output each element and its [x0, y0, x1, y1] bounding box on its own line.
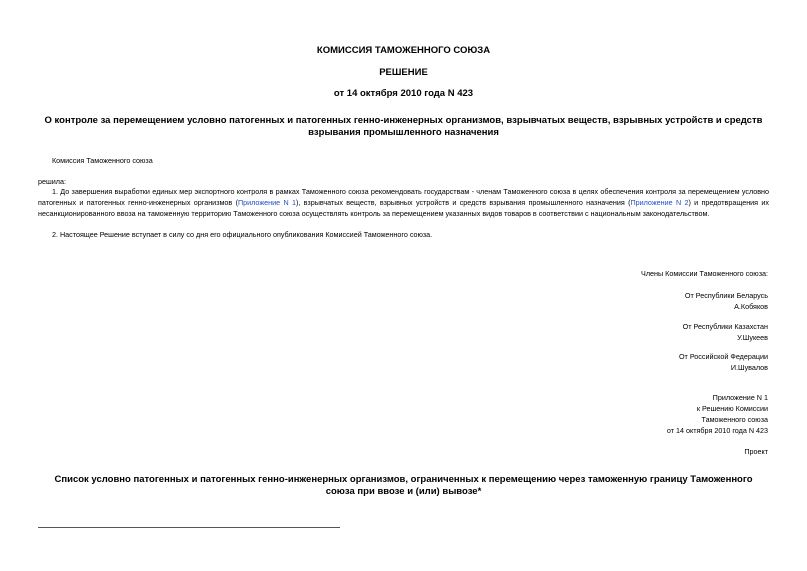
- org-heading: КОМИССИЯ ТАМОЖЕННОГО СОЮЗА: [316, 45, 491, 56]
- signature-block-kazakhstan: [683, 321, 768, 343]
- paragraph-1: [38, 186, 769, 219]
- paragraph-2-text: 2. Настоящее Решение вступает в силу со дня его официального опубликования Комиссией Таможенного союза.: [52, 230, 433, 239]
- appendix-2-link[interactable]: Приложение N 2: [630, 198, 689, 207]
- appendix-1-link[interactable]: Приложение N 1: [237, 198, 296, 207]
- appendix-title: Список условно патогенных и патогенных генно-инженерных организмов, ограниченных к перемещению через таможенную границу Таможенного союза при ввозе и (или) вывозе*: [54, 474, 753, 497]
- doc-type-heading: РЕШЕНИЕ: [379, 67, 428, 78]
- appendix-header: [667, 392, 768, 436]
- document-title: О контроле за перемещением условно патогенных и патогенных генно-инженерных организмов, взрывчатых веществ, взрывных устройств и средств взрывания промышленного назначения: [44, 115, 763, 138]
- appendix-line: Таможенного союза: [701, 415, 768, 424]
- appendix-line: к Решению Комиссии: [696, 404, 768, 413]
- paragraph-2: [38, 229, 769, 240]
- signature-name: А.Кобяков: [734, 302, 768, 311]
- signature-country: От Республики Беларусь: [684, 291, 768, 300]
- signature-country: От Российской Федерации: [678, 352, 768, 361]
- signatures-heading: Члены Комиссии Таможенного союза:: [641, 269, 768, 278]
- signature-name: У.Шукеев: [737, 333, 768, 342]
- signature-block-belarus: [685, 290, 768, 312]
- paragraph-1-text-b: ), взрывчатых веществ, взрывных устройств и средств взрывания промышленного назначения (: [295, 198, 631, 207]
- decided-label: решила:: [38, 177, 66, 186]
- decision-date-number: от 14 октября 2010 года N 423: [333, 88, 474, 99]
- footnote-divider: [38, 527, 340, 528]
- draft-label: Проект: [744, 447, 768, 456]
- signature-name: И.Шувалов: [730, 363, 768, 372]
- appendix-line: Приложение N 1: [712, 393, 768, 402]
- appendix-line: от 14 октября 2010 года N 423: [666, 426, 768, 435]
- signature-block-russia: [679, 351, 768, 373]
- paragraph-1-text-a: 1. До завершения выработки единых мер экспортного контроля в рамках Таможенного союза рекомендовать государствам - членам Таможенного союза в целях обеспечения контроля за перемещением условно патогенных и патогенных генно-инженерных организмов (: [38, 187, 769, 207]
- intro-text: Комиссия Таможенного союза: [52, 156, 153, 165]
- paragraph-1-text-c: ) и предотвращения их несанкционированного ввоза на таможенную территорию Таможенного союза осуществлять контроль за перемещением указанных видов товаров в соответствии с национальным законодательством.: [38, 198, 769, 218]
- signature-country: От Республики Казахстан: [682, 322, 768, 331]
